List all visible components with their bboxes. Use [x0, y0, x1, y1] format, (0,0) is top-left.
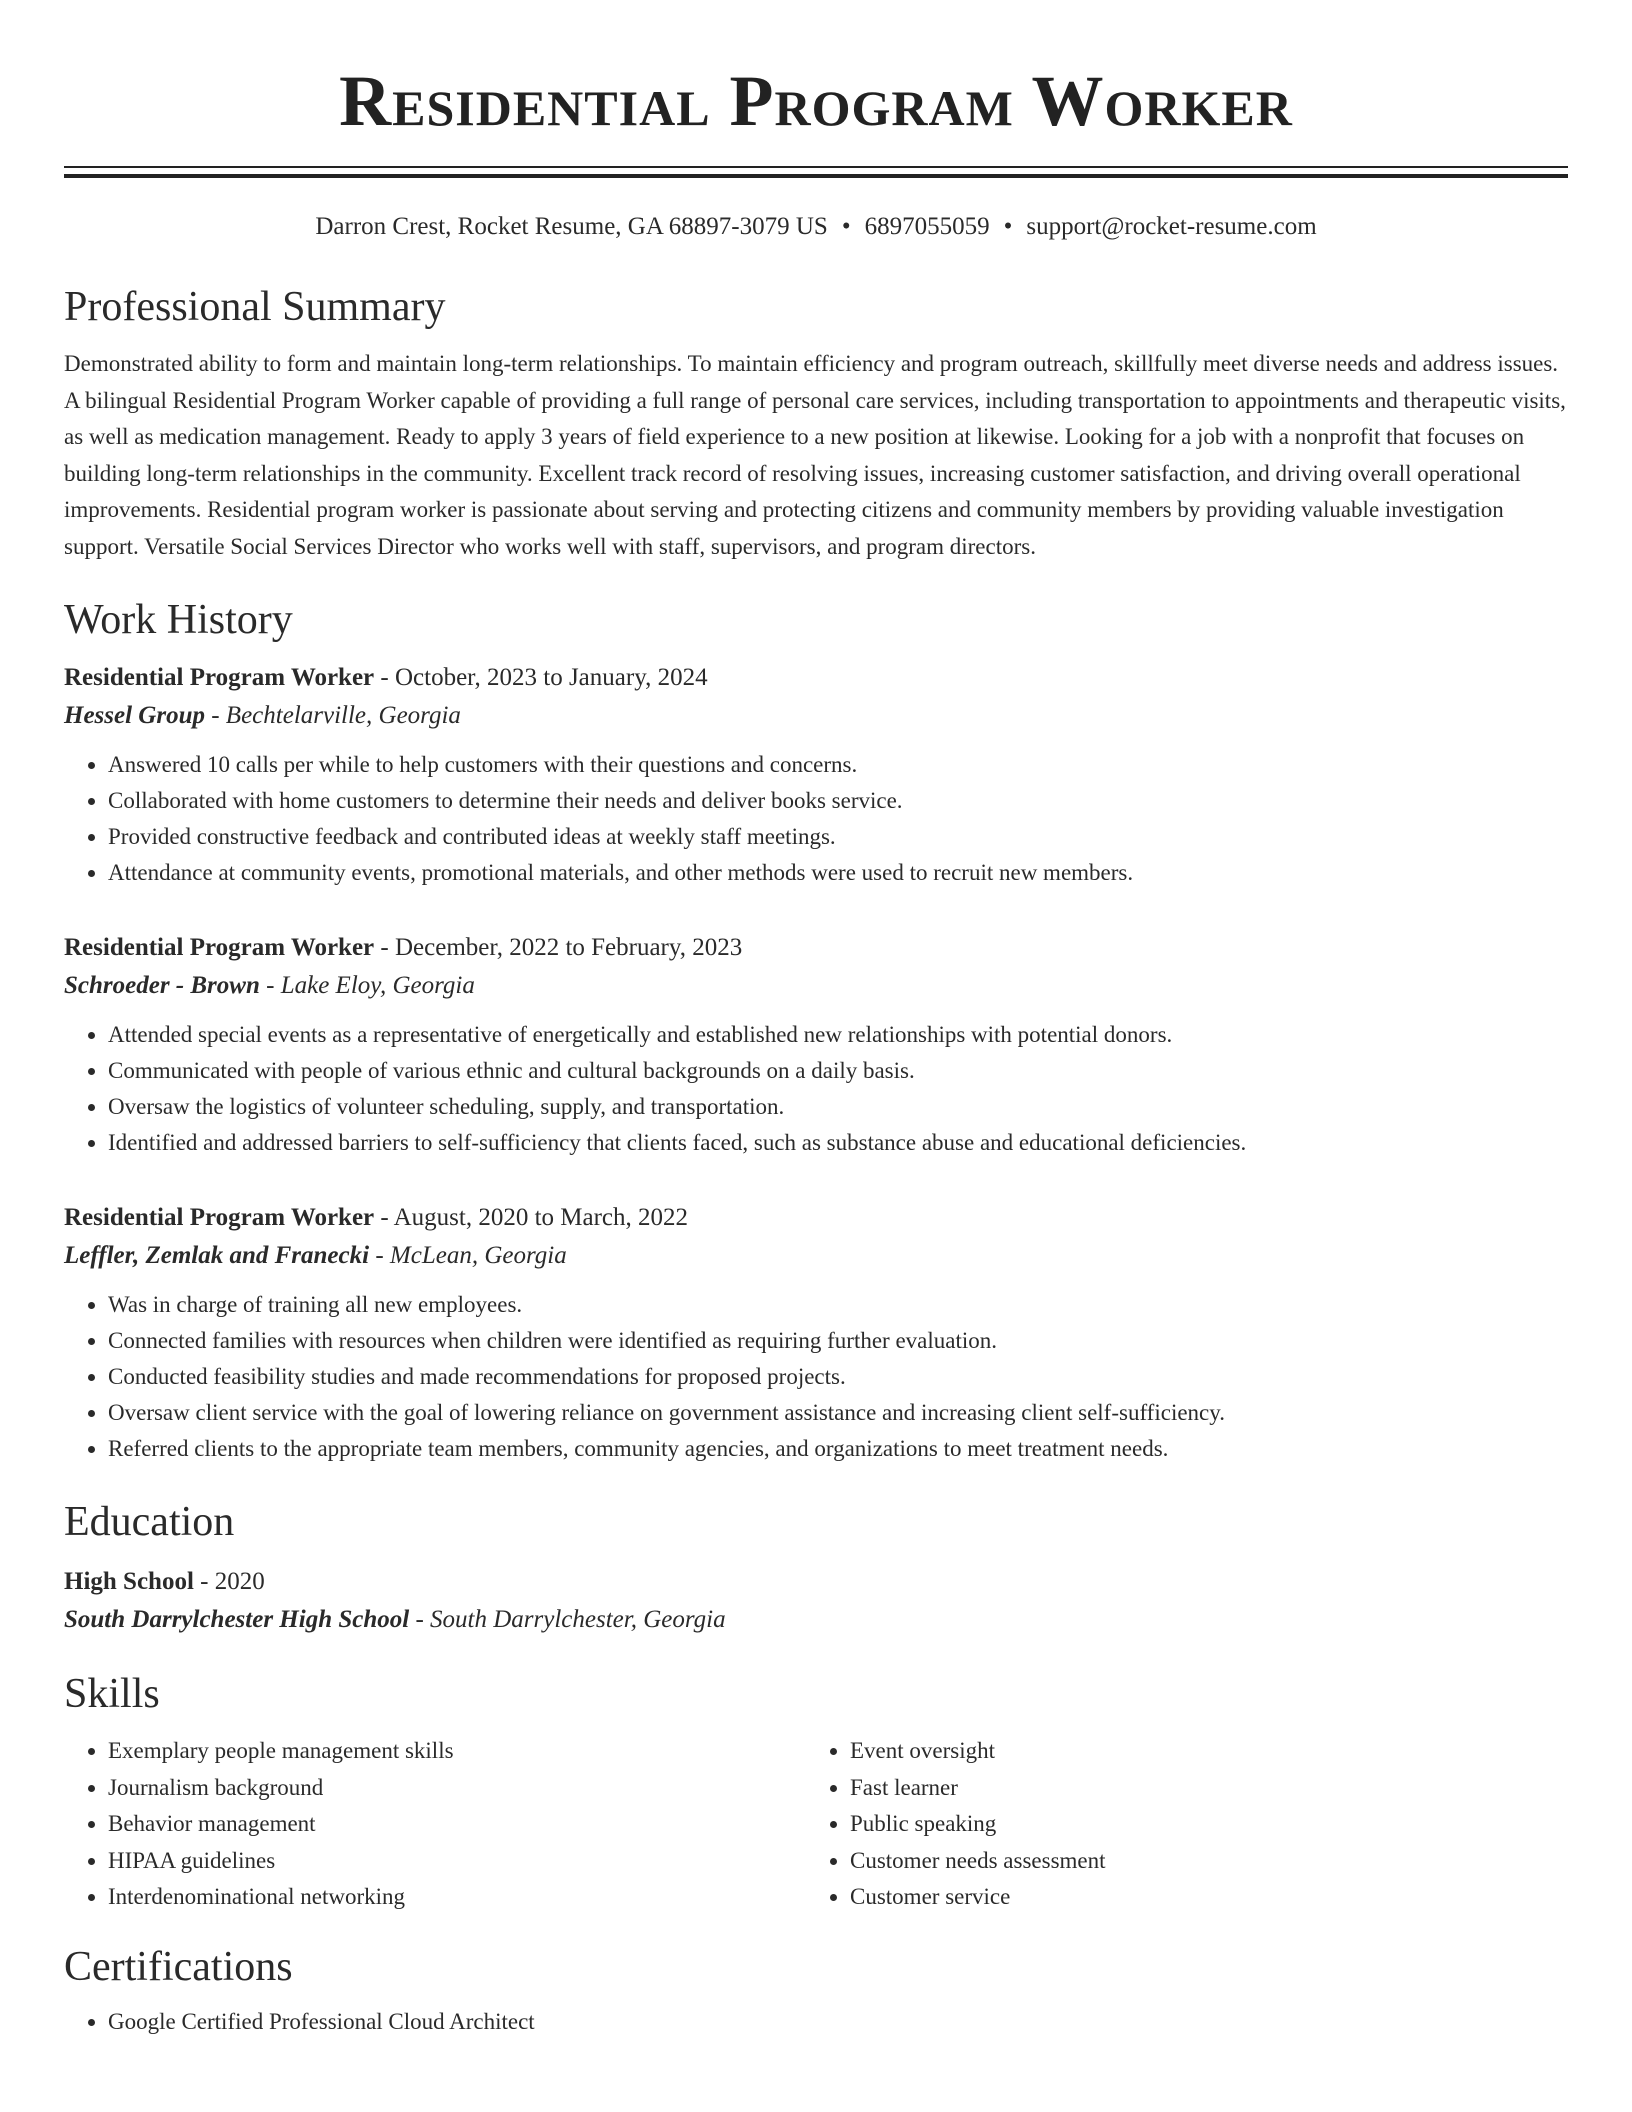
- resume-title: Residential Program Worker: [339, 61, 1293, 141]
- job-bullet: • Communicated with people of various ethnic and cultural backgrounds on a daily basis.: [108, 1053, 1568, 1089]
- company-line: [64, 697, 1568, 735]
- certifications-heading: Certifications: [64, 1943, 293, 1990]
- job-bullet: • Collaborated with home customers to determine their needs and deliver books service.: [108, 783, 1568, 819]
- job-title: Residential Program Worker: [64, 934, 375, 961]
- resume-page: [64, 0, 1568, 2040]
- skill-item: • Interdenominational networking: [108, 1879, 806, 1916]
- job-bullet: • Identified and addressed barriers to self-sufficiency that clients faced, such as substance abuse and educational deficiencies.: [108, 1125, 1568, 1161]
- skill-item: • Journalism background: [108, 1770, 806, 1807]
- company-location: - McLean, Georgia: [369, 1242, 567, 1269]
- job-dates: - October, 2023 to January, 2024: [374, 664, 708, 691]
- job-bullet: • Was in charge of training all new employees.: [108, 1287, 1568, 1323]
- job-bullet: • Conducted feasibility studies and made recommendations for proposed projects.: [108, 1359, 1568, 1395]
- skill-item: • Public speaking: [850, 1806, 1548, 1843]
- contact-line: [64, 212, 1568, 242]
- school-location: - South Darrylchester, Georgia: [409, 1606, 726, 1633]
- school-name: South Darrylchester High School: [64, 1606, 410, 1633]
- company-line: [64, 967, 1568, 1005]
- job-title: Residential Program Worker: [64, 664, 375, 691]
- job-title-line: [64, 1199, 1568, 1237]
- job-bullets: [64, 1287, 1568, 1467]
- skill-item: • Event oversight: [850, 1733, 1548, 1770]
- job-bullet: • Provided constructive feedback and contributed ideas at weekly staff meetings.: [108, 819, 1568, 855]
- company-line: [64, 1237, 1568, 1275]
- job-bullet: • Oversaw client service with the goal of lowering reliance on government assistance and increasing client self-sufficiency.: [108, 1395, 1568, 1431]
- skill-item: • Customer service: [850, 1879, 1548, 1916]
- skills-heading: Skills: [64, 1671, 160, 1717]
- graduation-year: - 2020: [193, 1568, 265, 1595]
- job-title-line: [64, 929, 1568, 967]
- skill-item: • Behavior management: [108, 1806, 806, 1843]
- education-entry: [64, 1563, 1568, 1639]
- summary-text: Demonstrated ability to form and maintain long-term relationships. To maintain efficiency and program outreach, skillfully meet diverse needs and address issues. A bilingual Residential Program Worker capable of providing a full range of personal care services, including transportation to appointments and therapeutic visits, as well as medication management. Ready to apply 3 years of field experience to a new position at likewise. Looking for a job with a nonprofit that focuses on building long-term relationships in the community. Excellent track record of resolving issues, increasing customer satisfaction, and driving overall operational improvements. Residential program worker is passionate about serving and protecting citizens and community members by providing valuable investigation support. Versatile Social Services Director who works well with staff, supervisors, and program directors.: [64, 351, 1566, 559]
- company-name: Leffler, Zemlak and Franecki: [64, 1242, 370, 1269]
- job-bullet: • Oversaw the logistics of volunteer scheduling, supply, and transportation.: [108, 1089, 1568, 1125]
- contact-email[interactable]: support@rocket-resume.com: [1026, 213, 1317, 240]
- company-location: - Bechtelarville, Georgia: [204, 702, 461, 729]
- job-bullet: • Attendance at community events, promotional materials, and other methods were used to recruit new members.: [108, 855, 1568, 891]
- job-bullet: • Connected families with resources when children were identified as requiring further evaluation.: [108, 1323, 1568, 1359]
- certification-item: • Google Certified Professional Cloud Architect: [108, 2004, 1568, 2040]
- company-name: Schroeder - Brown: [64, 972, 260, 999]
- contact-separator: •: [841, 213, 851, 240]
- contact-address: Darron Crest, Rocket Resume, GA 68897-3079 US: [315, 213, 828, 240]
- skill-item: • Customer needs assessment: [850, 1843, 1548, 1880]
- degree-line: [64, 1563, 1568, 1601]
- skills-list-left: [64, 1733, 806, 1916]
- skills-list-right: [806, 1733, 1548, 1916]
- job-entry: [64, 929, 1568, 1161]
- skill-item: • HIPAA guidelines: [108, 1843, 806, 1880]
- job-bullet: • Referred clients to the appropriate team members, community agencies, and organizations to meet treatment needs.: [108, 1431, 1568, 1467]
- skill-item: • Fast learner: [850, 1770, 1548, 1807]
- degree: High School: [64, 1568, 194, 1595]
- education-heading: Education: [64, 1499, 235, 1545]
- job-entry: [64, 659, 1568, 891]
- skill-item: • Exemplary people management skills: [108, 1733, 806, 1770]
- contact-separator: •: [1003, 213, 1013, 240]
- summary-heading: Professional Summary: [64, 284, 446, 330]
- job-bullets: [64, 747, 1568, 891]
- company-location: - Lake Eloy, Georgia: [259, 972, 475, 999]
- job-bullets: [64, 1017, 1568, 1161]
- job-dates: - August, 2020 to March, 2022: [374, 1204, 689, 1231]
- work-history-heading: Work History: [64, 597, 293, 643]
- certifications-list: [64, 2004, 1568, 2040]
- company-name: Hessel Group: [64, 702, 205, 729]
- job-entry: [64, 1199, 1568, 1467]
- school-line: [64, 1601, 1568, 1639]
- skills-columns: [64, 1733, 1568, 1916]
- job-bullet: • Answered 10 calls per while to help customers with their questions and concerns.: [108, 747, 1568, 783]
- job-title-line: [64, 659, 1568, 697]
- title-divider-thick: [64, 174, 1568, 178]
- job-title: Residential Program Worker: [64, 1204, 375, 1231]
- job-bullet: • Attended special events as a representative of energetically and established new relationships with potential donors.: [108, 1017, 1568, 1053]
- title-divider-thin: [64, 166, 1568, 168]
- job-dates: - December, 2022 to February, 2023: [374, 934, 743, 961]
- contact-phone: 6897055059: [864, 213, 990, 240]
